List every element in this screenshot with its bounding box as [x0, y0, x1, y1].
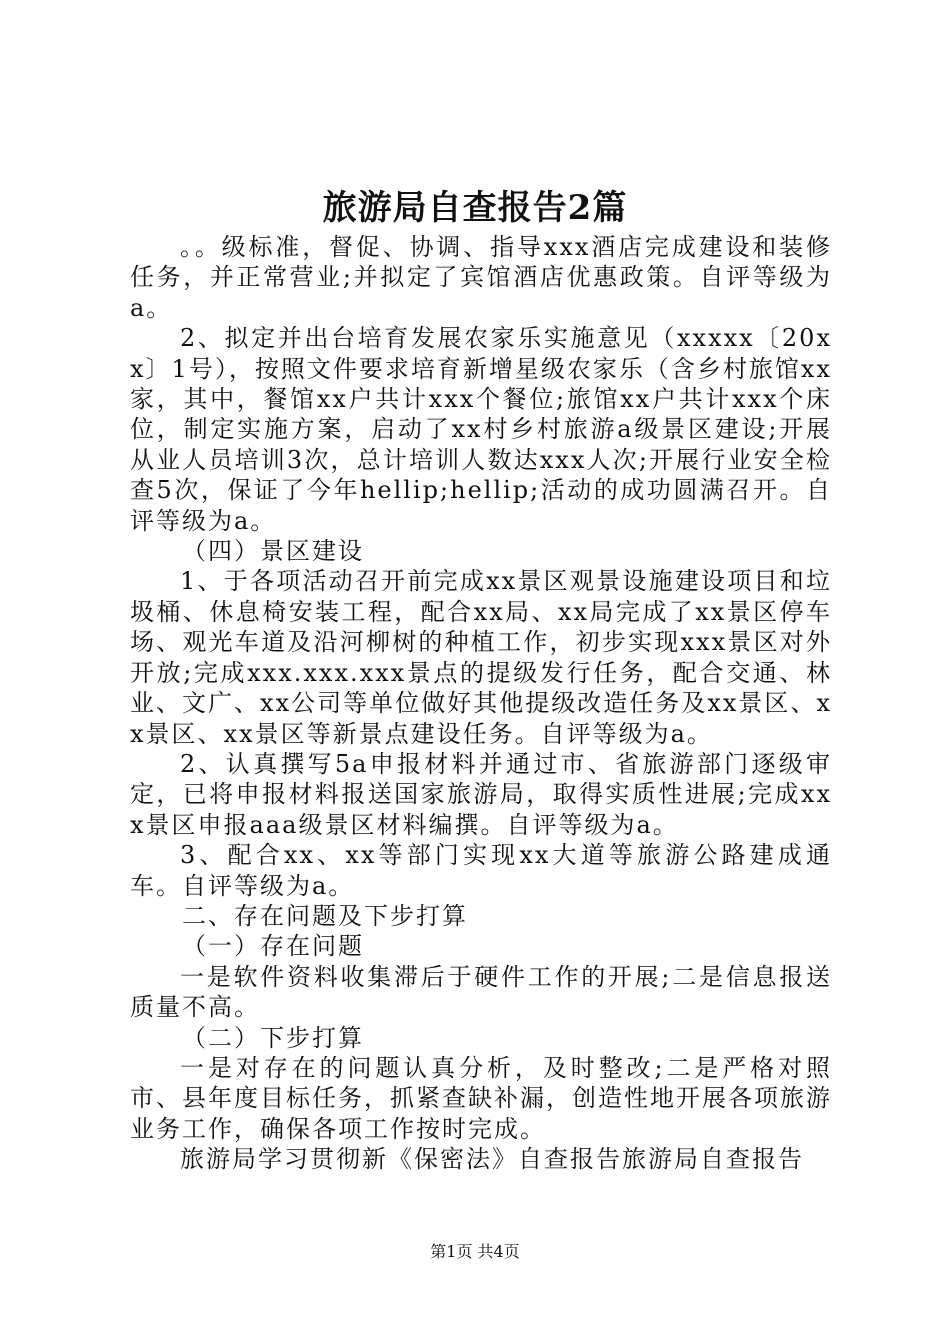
subheading-plans: （二）下步打算: [182, 1023, 364, 1052]
section-heading-problems-plans: 二、存在问题及下步打算: [182, 901, 468, 930]
document-body: [130, 232, 832, 1175]
section-heading-scenic: （四）景区建设: [182, 537, 364, 566]
page-footer: 第1页 共4页: [430, 1242, 520, 1261]
paragraph-related-title: 旅游局学习贯彻新《保密法》自查报告旅游局自查报告: [180, 1145, 804, 1174]
subheading-problems: （一）存在问题: [182, 932, 364, 961]
paragraph-scenic-2: 2、认真撰写5a申报材料并通过市、省旅游部门逐级审定，已将申报材料报送国家旅游局，取得实质性进展;完成xxx景区申报aaa级景区材料编撰。自评等级为a。: [130, 749, 832, 839]
paragraph-plans: 一是对存在的问题认真分析，及时整改;二是严格对照市、县年度目标任务，抓紧查缺补漏，创造性地开展各项旅游业务工作，确保各项工作按时完成。: [130, 1053, 832, 1143]
document-title: 旅游局自查报告2篇: [322, 188, 628, 228]
paragraph-intro: 。。级标准，督促、协调、指导xxx酒店完成建设和装修任务，并正常营业;并拟定了宾馆酒店优惠政策。自评等级为a。: [130, 233, 832, 322]
paragraph-scenic-1: 1、于各项活动召开前完成xx景区观景设施建设项目和垃圾桶、休息椅安装工程，配合xx局、xx局完成了xx景区停车场、观光车道及沿河柳树的种植工作，初步实现xxx景区对外开放;完成xxx.xxx.xxx景点的提级发行任务，配合交通、林业、文广、xx公司等单位做好其他提级改造任务及xx景区、xx景区、xx景区等新景点建设任务。自评等级为a。: [130, 567, 832, 748]
paragraph-problems: 一是软件资料收集滞后于硬件工作的开展;二是信息报送质量不高。: [130, 962, 832, 1022]
paragraph-item-2: 2、拟定并出台培育发展农家乐实施意见（xxxxx〔20xx〕1号），按照文件要求培育新增星级农家乐（含乡村旅馆xx家，其中，餐馆xx户共计xxx个餐位;旅馆xx户共计xxx个床位，制定实施方案，启动了xx村乡村旅游a级景区建设;开展从业人员培训3次，总计培训人数达xxx人次;开展行业安全检查5次，保证了今年hellip;hellip;活动的成功圆满召开。自评等级为a。: [130, 324, 832, 535]
paragraph-scenic-3: 3、配合xx、xx等部门实现xx大道等旅游公路建成通车。自评等级为a。: [130, 841, 832, 900]
